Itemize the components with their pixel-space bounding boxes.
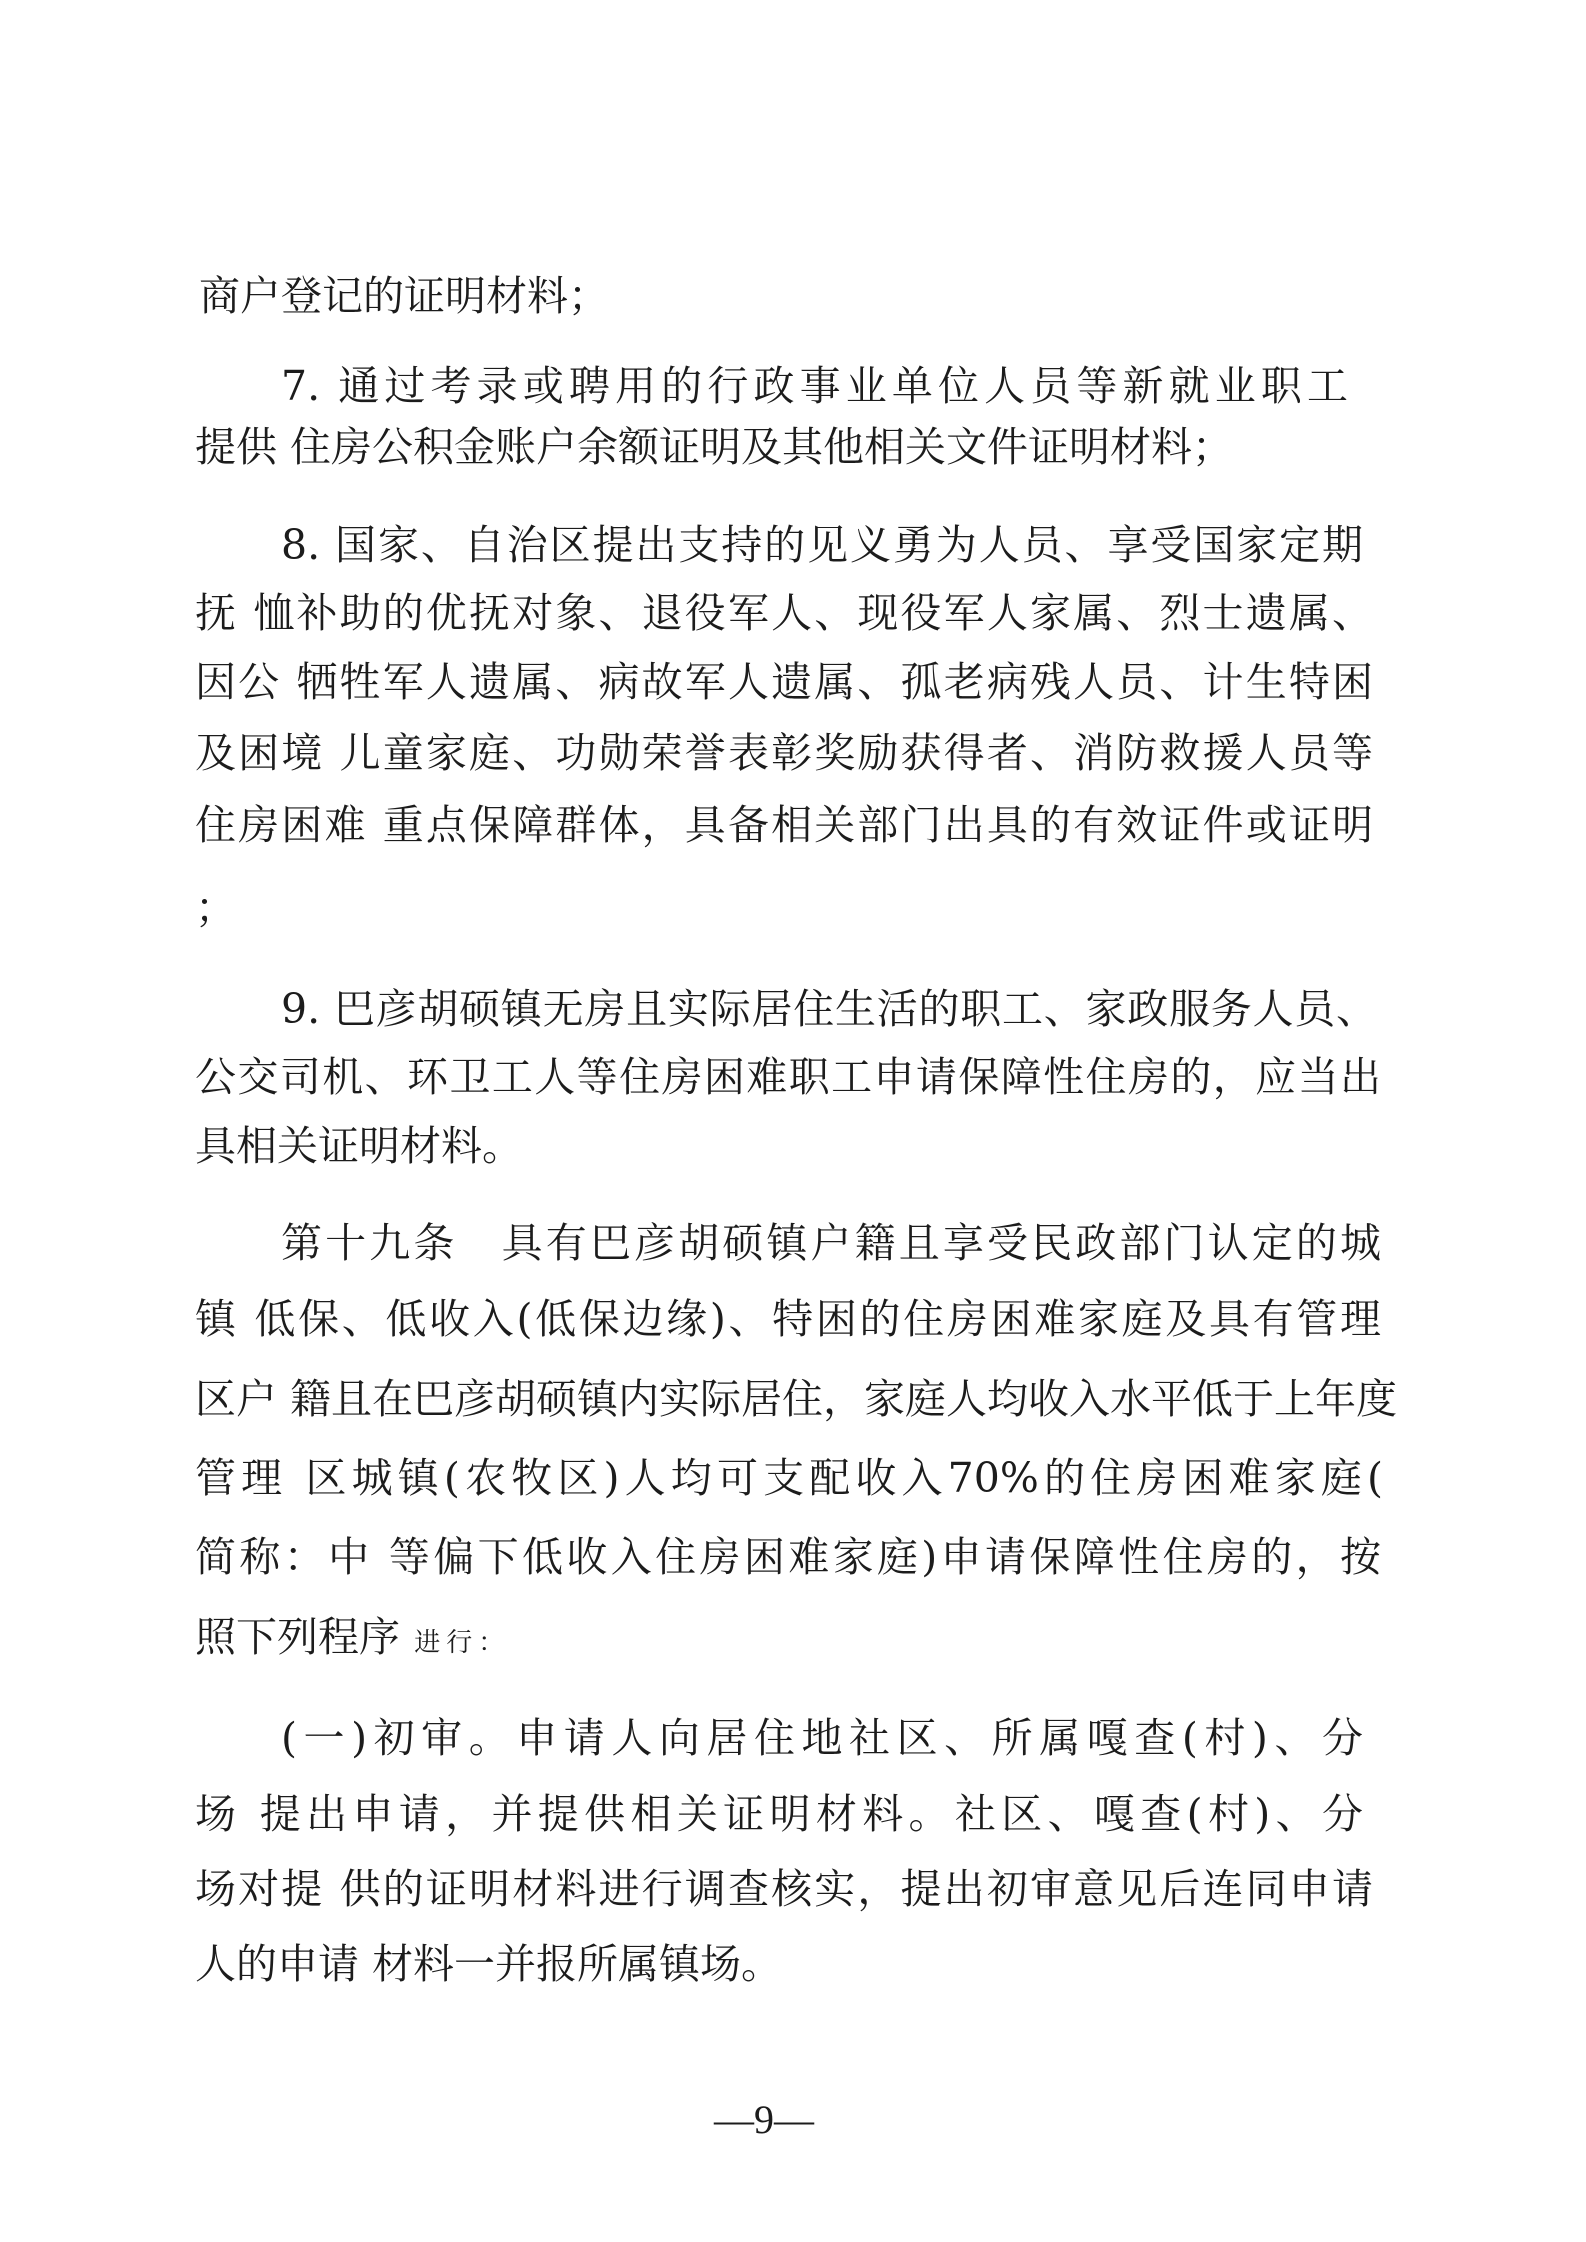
article-19-line-4: 管理 区城镇(农牧区)人均可支配收入70%的住房困难家庭( (195, 1454, 1383, 1502)
step-1-line-4: 人的申请 材料一并报所属镇场。 (195, 1940, 783, 1988)
continuation-line-1: 商户登记的证明材料； (199, 272, 609, 320)
item-7-line-1: 7. 通过考录或聘用的行政事业单位人员等新就业职工 (281, 362, 1348, 410)
item-8-line-5: 住房困难 重点保障群体，具备相关部门出具的有效证件或证明 (195, 801, 1373, 849)
article-19-line-5: 简称：中 等偏下低收入住房困难家庭)申请保障性住房的，按 (195, 1533, 1381, 1581)
article-19-line-1: 第十九条 具有巴彦胡硕镇户籍且享受民政部门认定的城 (281, 1219, 1381, 1267)
article-19-line-2: 镇 低保、低收入(低保边缘)、特困的住房困难家庭及具有管理 (195, 1295, 1381, 1343)
item-8-line-4: 及困境 儿童家庭、功勋荣誉表彰奖励获得者、消防救援人员等 (195, 729, 1373, 777)
step-1-line-3: 场对提 供的证明材料进行调查核实，提出初审意见后连同申请 (195, 1865, 1373, 1913)
page-number: —9— (714, 2097, 814, 2142)
item-9-line-1: 9. 巴彦胡硕镇无房且实际居住生活的职工、家政服务人员、 (281, 985, 1377, 1033)
item-9-line-2: 公交司机、环卫工人等住房困难职工申请保障性住房的，应当出 (195, 1053, 1381, 1101)
item-7-line-2: 提供 住房公积金账户余额证明及其他相关文件证明材料； (195, 423, 1234, 471)
item-9-line-3: 具相关证明材料。 (195, 1122, 523, 1170)
article-19-line-3: 区户 籍且在巴彦胡硕镇内实际居住，家庭人均收入水平低于上年度 (195, 1375, 1398, 1423)
item-8-line-1: 8. 国家、自治区提出支持的见义勇为人员、享受国家定期 (281, 521, 1363, 569)
step-1-line-2: 场 提出申请，并提供相关证明材料。社区、嘎查(村)、分 (195, 1790, 1363, 1838)
step-1-line-1: (一)初审。申请人向居住地社区、所属嘎查(村)、分 (281, 1714, 1363, 1762)
article-19-line-6-main: 照下列程序 (195, 1613, 400, 1661)
article-19-line-6 (195, 1607, 510, 1667)
item-8-line-6: ； (195, 884, 236, 932)
article-19-line-6-tail: 进行： (400, 1628, 511, 1658)
item-8-line-2: 抚 恤补助的优抚对象、退役军人、现役军人家属、烈士遗属、 (195, 589, 1373, 637)
item-8-line-3: 因公 牺牲军人遗属、病故军人遗属、孤老病残人员、计生特困 (195, 658, 1373, 706)
